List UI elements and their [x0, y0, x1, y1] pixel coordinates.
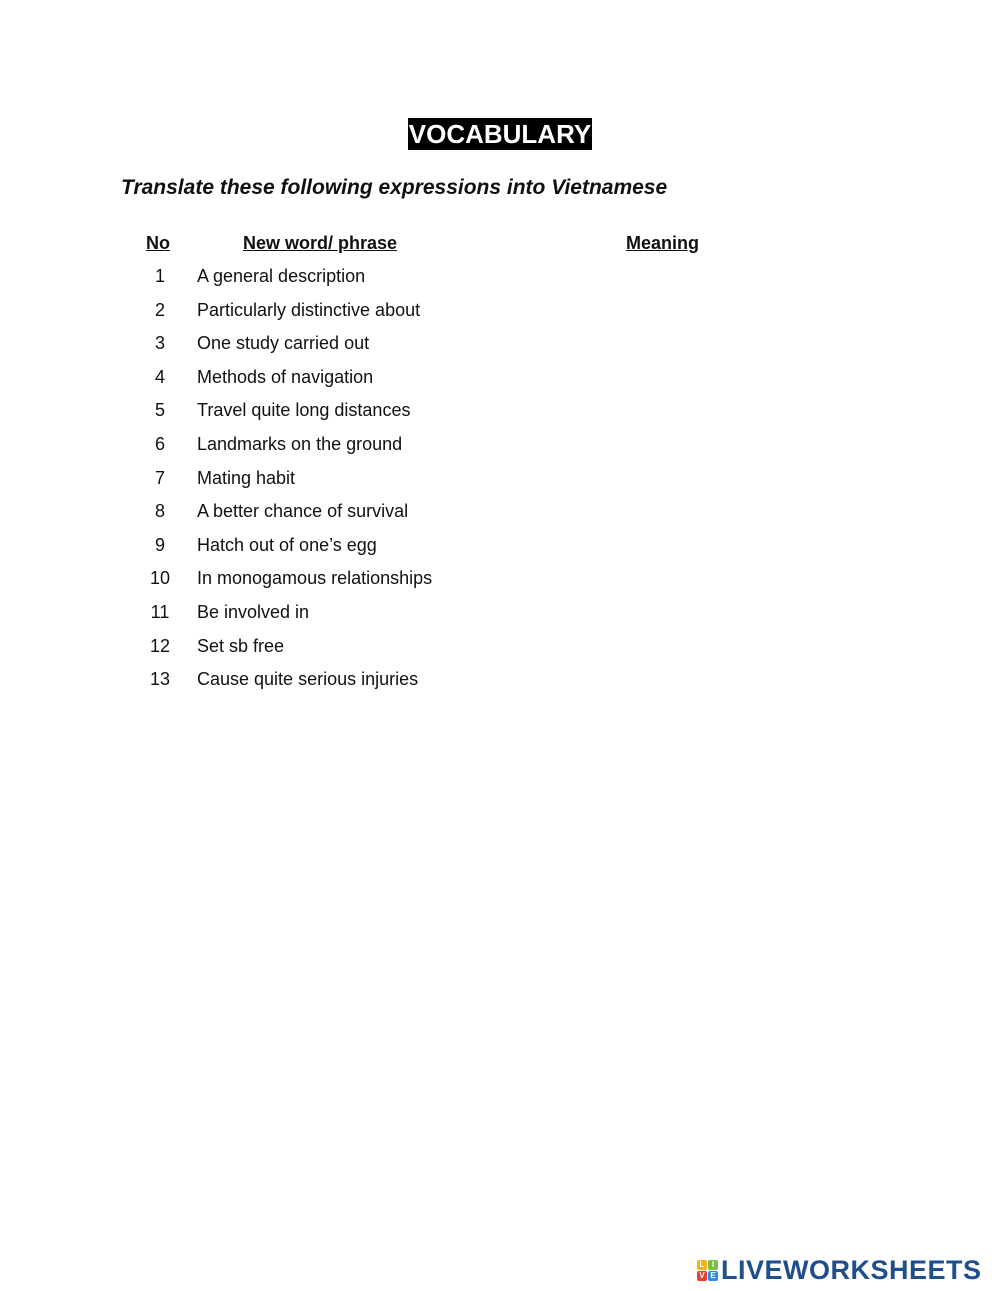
item-number: 12	[149, 635, 171, 656]
list-item	[0, 665, 1000, 699]
item-number: 2	[154, 299, 165, 320]
title-container	[0, 118, 1000, 150]
list-item	[0, 363, 1000, 397]
item-number: 1	[154, 266, 165, 286]
list-item	[0, 464, 1000, 498]
item-phrase: Be involved in	[197, 601, 310, 622]
list-item	[0, 430, 1000, 464]
list-item	[0, 564, 1000, 598]
item-number: 3	[154, 333, 165, 354]
item-number: 10	[149, 568, 171, 589]
item-phrase: In monogamous relationships	[197, 568, 433, 589]
item-number: 9	[154, 534, 165, 555]
list-item	[0, 396, 1000, 430]
item-number: 13	[149, 669, 171, 690]
item-number: 8	[154, 501, 165, 522]
column-header-meaning: Meaning	[626, 233, 700, 253]
item-phrase: Mating habit	[197, 467, 296, 488]
item-phrase: Set sb free	[197, 635, 285, 656]
logo-mark-icon: L I V E	[697, 1260, 718, 1281]
logo-text: LIVEWORKSHEETS	[721, 1255, 982, 1285]
item-phrase: Methods of navigation	[197, 366, 374, 387]
list-item	[0, 262, 1000, 296]
column-header-word: New word/ phrase	[243, 233, 398, 253]
item-phrase: Hatch out of one’s egg	[197, 534, 377, 555]
list-item	[0, 632, 1000, 666]
list-item	[0, 531, 1000, 565]
column-header-no: No	[146, 233, 170, 253]
page-title: VOCABULARY	[408, 119, 592, 149]
item-number: 5	[154, 400, 165, 421]
instruction-text: Translate these following expressions into Vietnamese	[121, 176, 668, 199]
item-phrase: A general description	[197, 266, 366, 286]
item-phrase: One study carried out	[197, 333, 370, 354]
item-number: 11	[150, 601, 170, 622]
item-phrase: Travel quite long distances	[197, 400, 411, 421]
item-phrase: Particularly distinctive about	[197, 299, 421, 320]
item-number: 6	[154, 433, 165, 454]
item-phrase: Cause quite serious injuries	[197, 669, 419, 690]
list-item	[0, 598, 1000, 632]
list-item	[0, 329, 1000, 363]
item-number: 7	[154, 467, 165, 488]
item-number: 4	[154, 366, 165, 387]
item-phrase: A better chance of survival	[197, 501, 409, 522]
liveworksheets-logo	[697, 1254, 982, 1286]
list-item	[0, 296, 1000, 330]
list-item	[0, 497, 1000, 531]
item-phrase: Landmarks on the ground	[197, 433, 403, 454]
vocabulary-list	[0, 262, 1000, 699]
